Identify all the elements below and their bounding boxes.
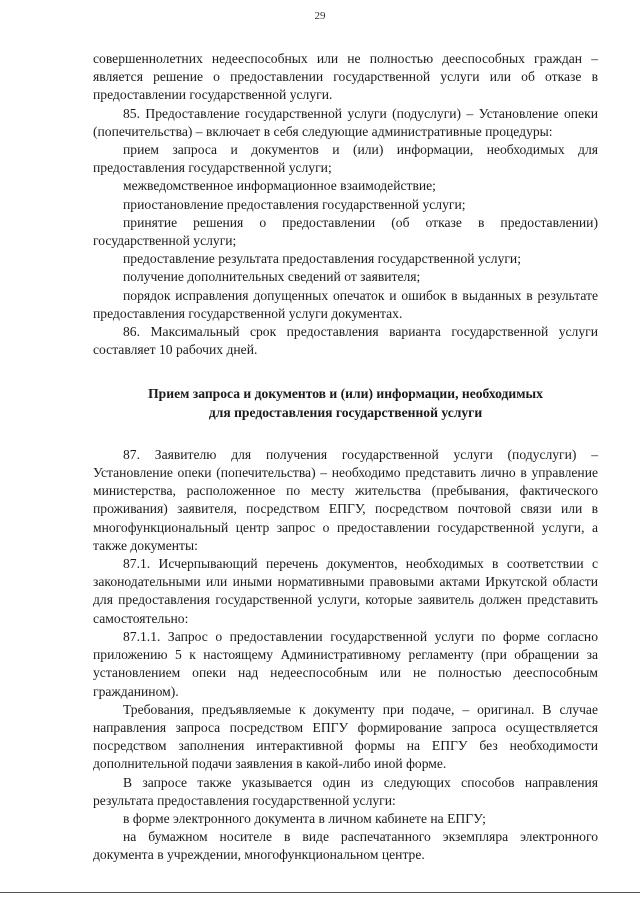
paragraph: В запросе также указывается один из следующих способов направления результата предоставления государственной услуги: [93,774,598,808]
list-item: предоставление результата предоставления государственной услуги; [123,251,521,267]
list-item: межведомственное информационное взаимодействие; [123,178,436,194]
paragraph: 85. Предоставление государственной услуги (подуслуги) – Установление опеки (попечительства) – включает в себя следующие административные процедуры: [93,105,598,139]
heading-line: Прием запроса и документов и (или) информации, необходимых [148,386,543,402]
list-item: приостановление предоставления государственной услуги; [123,196,466,212]
list-item: принятие решения о предоставлении (об отказе в предоставлении) государственной услуги; [93,214,598,249]
section-after [93,446,598,865]
list-item: порядок исправления допущенных опечаток и ошибок в выданных в результате предоставления государственной услуги документах. [93,287,598,321]
list-item: прием запроса и документов и (или) информации, необходимых для предоставления государственной услуги; [93,142,598,176]
heading-line: для предоставления государственной услуги [208,404,483,420]
paragraph: 87.1.1. Запрос о предоставлении государственной услуги по форме согласно приложению 5 к настоящему Административному регламенту (при обращении за установлением опеки над недееспособным или не полностью дееспособным гражданином). [93,628,598,699]
paragraph: Требования, предъявляемые к документу при подаче, – оригинал. В случае направления запроса посредством ЕПГУ формирование запроса осуществляется посредством заполнения интерактивной формы на ЕПГУ без необходимости дополнительной подачи заявления в какой-либо иной форме. [93,701,598,772]
paragraph: совершеннолетних недееспособных или не полностью дееспособных граждан – является решение о предоставлении государственной услуги или об отказе в предоставлении государственной услуги. [93,51,598,103]
page-number: 29 [314,10,326,22]
paragraph: 86. Максимальный срок предоставления варианта государственной услуги составляет 10 рабочих дней. [93,324,598,358]
list-item: в форме электронного документа в личном кабинете на ЕПГУ; [123,810,486,826]
section-heading [93,385,598,421]
document-body [93,50,598,865]
list-item: получение дополнительных сведений от заявителя; [123,269,421,285]
list-item: на бумажном носителе в виде распечатанного экземпляра электронного документа в учреждении, многофункциональном центре. [93,829,598,863]
paragraph: 87.1. Исчерпывающий перечень документов, необходимых в соответствии с законодательными или иными нормативными правовыми актами Иркутской области для предоставления государственной услуги, которые заявитель должен представить самостоятельно: [93,556,598,626]
page-bottom-rule [0,892,640,893]
paragraph: 87. Заявителю для получения государственной услуги (подуслуги) – Установление опеки (попечительства) – необходимо представить лично в управление министерства, расположенное по месту жительства (пребывания, фактического проживания) заявителя, посредством ЕПГУ, посредством почтовой связи или в многофункциональный центр запрос о предоставлении государственной услуги, а также документы: [93,446,598,553]
section-before [93,50,598,359]
